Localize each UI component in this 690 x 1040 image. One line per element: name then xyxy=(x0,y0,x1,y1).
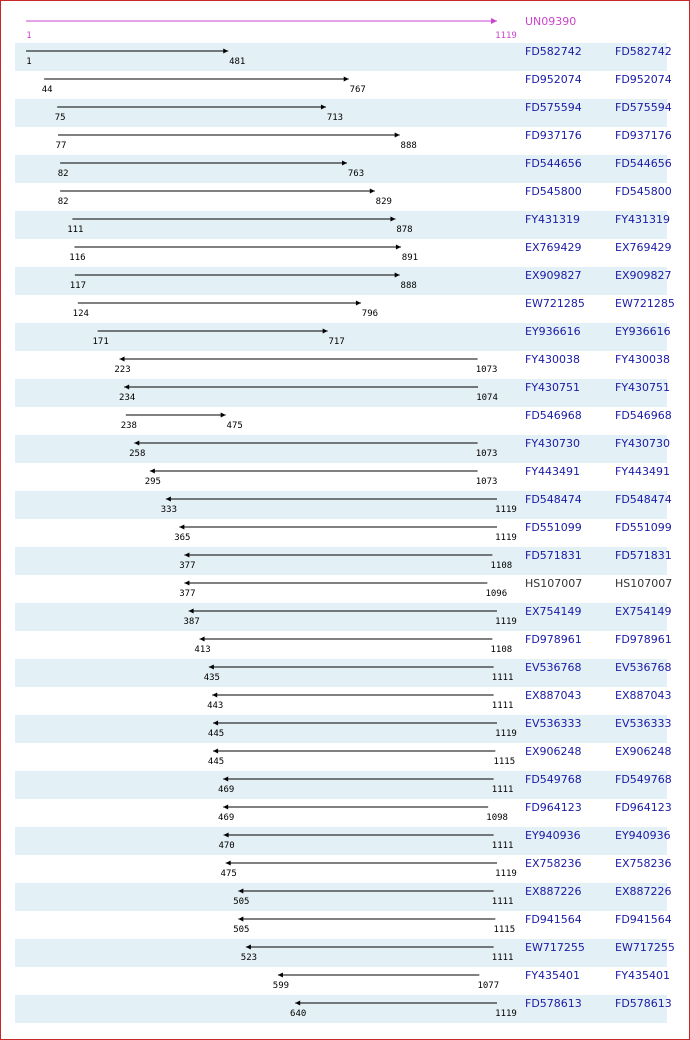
alignment-accession-link[interactable]: FD582742 xyxy=(525,45,582,58)
alignment-track xyxy=(15,911,515,939)
alignment-accession-link-secondary[interactable]: FD549768 xyxy=(615,773,672,786)
alignment-accession-link-secondary[interactable]: FD952074 xyxy=(615,73,672,86)
alignment-start-label: 377 xyxy=(179,561,196,571)
alignment-row xyxy=(15,911,672,939)
alignment-accession-link-secondary[interactable]: EX754149 xyxy=(615,605,672,618)
alignment-accession-link-secondary[interactable]: FD941564 xyxy=(615,913,672,926)
alignment-accession-link-secondary[interactable]: EX887043 xyxy=(615,689,672,702)
alignment-track xyxy=(15,631,515,659)
alignment-row xyxy=(15,127,672,155)
arrowhead-left-icon xyxy=(120,357,125,362)
alignment-track xyxy=(15,827,515,855)
alignment-row xyxy=(15,603,672,631)
alignment-start-label: 1 xyxy=(26,57,32,67)
arrowhead-right-icon xyxy=(356,301,361,306)
alignment-row xyxy=(15,827,671,855)
alignment-start-label: 505 xyxy=(233,925,250,935)
alignment-track xyxy=(15,519,515,547)
alignment-row xyxy=(15,547,672,575)
alignment-accession-link-secondary[interactable]: FD578613 xyxy=(615,997,672,1010)
alignment-accession-link-secondary[interactable]: EV536333 xyxy=(615,717,672,730)
alignment-accession-link-secondary[interactable]: EW721285 xyxy=(615,297,675,310)
alignment-accession-link[interactable]: FD941564 xyxy=(525,913,582,926)
alignment-accession-link[interactable]: FD937176 xyxy=(525,129,582,142)
alignment-end-label: 717 xyxy=(328,337,345,347)
alignment-accession-link[interactable]: FD551099 xyxy=(525,521,582,534)
alignment-start-label: 469 xyxy=(218,785,235,795)
alignment-row xyxy=(15,379,671,407)
alignment-end-label: 1073 xyxy=(475,477,498,487)
alignment-start-label: 234 xyxy=(119,393,136,403)
alignment-end-label: 796 xyxy=(361,309,379,319)
alignment-start-label: 77 xyxy=(55,141,67,151)
alignment-row xyxy=(15,771,672,799)
alignment-track xyxy=(15,463,515,491)
alignment-row xyxy=(15,295,675,323)
alignment-start-label: 117 xyxy=(69,281,86,291)
alignment-end-label: 1111 xyxy=(491,673,514,683)
alignment-accession-link[interactable]: FD548474 xyxy=(525,493,582,506)
alignment-row xyxy=(15,715,672,743)
alignment-accession-link[interactable]: EV536768 xyxy=(525,661,582,674)
alignment-track xyxy=(15,547,515,575)
alignment-start-label: 258 xyxy=(129,449,146,459)
alignment-end-label: 888 xyxy=(400,281,417,291)
alignment-start-label: 377 xyxy=(179,589,196,599)
alignment-end-label: 763 xyxy=(347,169,365,179)
alignment-accession-link-secondary[interactable]: EY940936 xyxy=(615,829,671,842)
alignment-start-label: 116 xyxy=(69,253,86,263)
alignment-row xyxy=(15,155,672,183)
alignment-end-label: 1073 xyxy=(475,365,498,375)
alignment-end-label: 1098 xyxy=(486,813,508,823)
alignment-accession-link[interactable]: FY430730 xyxy=(525,437,581,450)
alignment-accession-link-secondary[interactable]: FD545800 xyxy=(615,185,672,198)
alignment-start-label: 124 xyxy=(72,309,89,319)
alignment-accession-link[interactable]: FD546968 xyxy=(525,409,582,422)
alignment-end-label: 829 xyxy=(375,197,392,207)
alignment-end-label: 1119 xyxy=(495,505,517,515)
alignment-start-label: 445 xyxy=(207,729,225,739)
alignment-start-label: 82 xyxy=(57,197,69,207)
alignment-track xyxy=(15,967,515,995)
alignment-accession-link[interactable]: FY430038 xyxy=(525,353,581,366)
alignment-track xyxy=(15,491,515,519)
arrowhead-right-icon xyxy=(321,105,326,110)
alignment-end-label: 1096 xyxy=(485,589,508,599)
alignment-track xyxy=(15,939,515,967)
alignment-start-label: 599 xyxy=(272,981,290,991)
arrowhead-right-icon xyxy=(342,161,347,166)
alignment-start-label: 435 xyxy=(203,673,220,683)
arrowhead-left-icon xyxy=(212,693,217,698)
alignment-accession-link-secondary[interactable]: FD582742 xyxy=(615,45,672,58)
alignment-track xyxy=(15,687,515,715)
alignment-accession-link-secondary[interactable]: FD551099 xyxy=(615,521,672,534)
alignment-end-label: 1077 xyxy=(477,981,500,991)
alignment-row xyxy=(15,407,672,435)
alignment-accession-link[interactable]: EX758236 xyxy=(525,857,582,870)
alignment-accession-link[interactable]: EY936616 xyxy=(525,325,581,338)
alignment-row xyxy=(15,323,671,351)
arrowhead-left-icon xyxy=(166,497,171,502)
alignment-accession-link-secondary[interactable]: FD571831 xyxy=(615,549,672,562)
alignment-row xyxy=(15,267,672,295)
alignment-accession-link[interactable]: EV536333 xyxy=(525,717,582,730)
alignment-track xyxy=(15,743,515,771)
alignment-end-label: 713 xyxy=(326,113,344,123)
arrowhead-left-icon xyxy=(238,917,243,922)
alignment-track xyxy=(15,883,515,911)
alignment-row xyxy=(15,799,672,827)
alignment-accession-link[interactable]: FD575594 xyxy=(525,101,582,114)
alignment-accession-link-secondary[interactable]: FY430038 xyxy=(615,353,671,366)
alignment-start-label: 523 xyxy=(240,953,258,963)
arrowhead-left-icon xyxy=(246,945,251,950)
alignment-start-label: 75 xyxy=(54,113,66,123)
alignment-row xyxy=(15,211,671,239)
arrowhead-right-icon xyxy=(396,245,401,250)
alignment-accession-link-secondary[interactable]: FD548474 xyxy=(615,493,672,506)
alignment-track xyxy=(15,715,515,743)
arrowhead-left-icon xyxy=(238,889,243,894)
alignment-accession-link: HS107007 xyxy=(525,577,583,590)
alignment-row xyxy=(15,491,672,519)
alignment-end-label: 1119 xyxy=(495,617,517,627)
arrowhead-right-icon xyxy=(223,49,228,54)
arrowhead-left-icon xyxy=(224,833,229,838)
arrowhead-right-icon xyxy=(344,77,349,82)
alignment-accession-link-secondary: HS107007 xyxy=(615,577,673,590)
alignment-accession-link[interactable]: EX769429 xyxy=(525,241,582,254)
alignment-accession-link-secondary[interactable]: EX887226 xyxy=(615,885,672,898)
alignment-track xyxy=(15,659,515,687)
alignment-row xyxy=(15,631,672,659)
alignment-accession-link-secondary[interactable]: FD575594 xyxy=(615,101,672,114)
alignment-start-label: 469 xyxy=(218,813,235,823)
alignment-accession-link[interactable]: FD964123 xyxy=(525,801,582,814)
reference-track xyxy=(15,7,515,41)
alignment-accession-link[interactable]: EX887226 xyxy=(525,885,582,898)
alignment-track xyxy=(15,799,515,827)
alignment-track xyxy=(15,71,515,99)
alignment-track xyxy=(15,295,515,323)
alignment-accession-link[interactable]: EW721285 xyxy=(525,297,585,310)
alignment-end-label: 1119 xyxy=(495,729,517,739)
arrowhead-right-icon xyxy=(390,217,395,222)
arrowhead-left-icon xyxy=(184,553,189,558)
alignment-track xyxy=(15,43,515,71)
alignment-end-label: 481 xyxy=(229,57,246,67)
alignment-track xyxy=(15,379,515,407)
alignment-accession-link-secondary[interactable]: FY430751 xyxy=(615,381,671,394)
alignment-track xyxy=(15,995,515,1023)
alignment-row xyxy=(15,855,672,883)
alignment-end-label: 1074 xyxy=(476,393,498,403)
arrowhead-left-icon xyxy=(213,749,218,754)
alignment-row xyxy=(15,435,671,463)
alignment-track xyxy=(15,155,515,183)
arrowhead-left-icon xyxy=(223,805,228,810)
arrowhead-left-icon xyxy=(226,861,231,866)
alignment-accession-link[interactable]: EY940936 xyxy=(525,829,581,842)
alignment-start-label: 505 xyxy=(233,897,250,907)
alignment-start-label: 82 xyxy=(57,169,69,179)
alignment-accession-link[interactable]: EX909827 xyxy=(525,269,582,282)
alignment-row xyxy=(15,939,675,967)
alignment-start-label: 333 xyxy=(160,505,177,515)
alignment-accession-link-secondary[interactable]: FY430730 xyxy=(615,437,671,450)
alignment-end-label: 1115 xyxy=(493,925,516,935)
arrowhead-left-icon xyxy=(223,777,228,782)
alignment-accession-link-secondary[interactable]: EX906248 xyxy=(615,745,672,758)
alignment-end-label: 1111 xyxy=(491,841,514,851)
alignment-accession-link[interactable]: EX906248 xyxy=(525,745,582,758)
alignment-start-label: 445 xyxy=(207,757,225,767)
alignment-accession-link[interactable]: FY435401 xyxy=(525,969,581,982)
alignment-end-label: 1119 xyxy=(495,533,517,543)
alignment-accession-link-secondary[interactable]: EW717255 xyxy=(615,941,675,954)
alignment-accession-link[interactable]: FD544656 xyxy=(525,157,582,170)
alignment-accession-link-secondary[interactable]: EV536768 xyxy=(615,661,672,674)
alignment-start-label: 475 xyxy=(220,869,237,879)
reference-accession-link[interactable]: UN09390 xyxy=(525,15,577,28)
alignment-accession-link-secondary[interactable]: EX769429 xyxy=(615,241,672,254)
alignment-accession-link[interactable]: FD545800 xyxy=(525,185,582,198)
alignment-accession-link-secondary[interactable]: EX909827 xyxy=(615,269,672,282)
reference-start-label: 1 xyxy=(26,31,32,41)
alignment-end-label: 1119 xyxy=(495,869,517,879)
alignment-accession-link-secondary[interactable]: FD544656 xyxy=(615,157,672,170)
alignment-accession-link-secondary[interactable]: FY435401 xyxy=(615,969,671,982)
alignment-track xyxy=(15,239,515,267)
alignment-row xyxy=(15,351,671,379)
alignment-accession-link[interactable]: FD571831 xyxy=(525,549,582,562)
alignment-end-label: 888 xyxy=(400,141,417,151)
alignment-row xyxy=(15,995,672,1023)
alignment-track xyxy=(15,99,515,127)
alignment-start-label: 223 xyxy=(114,365,131,375)
alignment-start-label: 387 xyxy=(183,617,200,627)
alignment-start-label: 365 xyxy=(174,533,191,543)
alignment-end-label: 1111 xyxy=(491,701,514,711)
alignment-track xyxy=(15,407,515,435)
alignment-end-label: 475 xyxy=(226,421,243,431)
alignment-start-label: 413 xyxy=(194,645,211,655)
alignment-track xyxy=(15,855,515,883)
arrowhead-left-icon xyxy=(124,385,129,390)
alignment-row xyxy=(15,967,671,995)
alignment-accession-link-secondary[interactable]: EY936616 xyxy=(615,325,671,338)
alignment-track xyxy=(15,211,515,239)
arrowhead-left-icon xyxy=(184,581,189,586)
arrowhead-left-icon xyxy=(150,469,155,474)
alignment-row xyxy=(15,183,672,211)
arrowhead-left-icon xyxy=(209,665,214,670)
alignment-track xyxy=(15,575,515,603)
alignment-row xyxy=(15,463,671,491)
alignment-accession-link[interactable]: EX887043 xyxy=(525,689,582,702)
alignment-end-label: 878 xyxy=(396,225,413,235)
reference-arrowhead xyxy=(491,18,497,24)
alignment-track xyxy=(15,435,515,463)
alignment-track xyxy=(15,351,515,379)
alignment-start-label: 443 xyxy=(207,701,224,711)
alignment-row xyxy=(15,883,672,911)
alignment-accession-link[interactable]: FD578613 xyxy=(525,997,582,1010)
alignment-end-label: 1111 xyxy=(491,897,514,907)
alignment-start-label: 111 xyxy=(67,225,84,235)
arrowhead-left-icon xyxy=(134,441,139,446)
arrowhead-right-icon xyxy=(370,189,375,194)
alignment-end-label: 1111 xyxy=(491,785,514,795)
alignment-row xyxy=(15,99,672,127)
alignment-accession-link[interactable]: FD952074 xyxy=(525,73,582,86)
arrowhead-left-icon xyxy=(179,525,184,530)
alignment-row xyxy=(15,519,672,547)
alignment-accession-link[interactable]: EX754149 xyxy=(525,605,582,618)
alignment-accession-link-secondary[interactable]: FD978961 xyxy=(615,633,672,646)
arrowhead-left-icon xyxy=(278,973,283,978)
alignment-accession-link-secondary[interactable]: FD964123 xyxy=(615,801,672,814)
alignment-row xyxy=(15,743,672,771)
arrowhead-left-icon xyxy=(213,721,218,726)
alignment-accession-link[interactable]: EW717255 xyxy=(525,941,585,954)
alignment-accession-link[interactable]: FY443491 xyxy=(525,465,581,478)
alignment-row xyxy=(15,43,672,71)
arrowhead-left-icon xyxy=(189,609,194,614)
alignment-start-label: 295 xyxy=(144,477,161,487)
alignment-end-label: 767 xyxy=(349,85,366,95)
arrowhead-right-icon xyxy=(395,133,400,138)
arrowhead-left-icon xyxy=(295,1001,300,1006)
alignment-accession-link-secondary[interactable]: FY431319 xyxy=(615,213,671,226)
alignment-accession-link-secondary[interactable]: FD546968 xyxy=(615,409,672,422)
alignment-start-label: 171 xyxy=(92,337,109,347)
alignment-end-label: 1119 xyxy=(495,1009,517,1019)
alignment-track xyxy=(15,323,515,351)
arrowhead-right-icon xyxy=(395,273,400,278)
alignment-accession-link[interactable]: FD549768 xyxy=(525,773,582,786)
arrowhead-left-icon xyxy=(200,637,205,642)
alignment-accession-link[interactable]: FY431319 xyxy=(525,213,581,226)
alignment-row xyxy=(15,687,672,715)
alignment-end-label: 1115 xyxy=(493,757,516,767)
alignment-row xyxy=(15,71,672,99)
alignment-track xyxy=(15,603,515,631)
alignment-row xyxy=(15,575,673,603)
reference-row xyxy=(15,7,667,41)
alignment-accession-link[interactable]: FD978961 xyxy=(525,633,582,646)
alignment-accession-link[interactable]: FY430751 xyxy=(525,381,581,394)
arrowhead-right-icon xyxy=(323,329,328,334)
alignment-track xyxy=(15,771,515,799)
alignment-track xyxy=(15,127,515,155)
alignment-end-label: 1111 xyxy=(491,953,514,963)
alignment-start-label: 470 xyxy=(218,841,235,851)
alignment-track xyxy=(15,267,515,295)
alignment-accession-link-secondary[interactable]: EX758236 xyxy=(615,857,672,870)
alignment-end-label: 891 xyxy=(401,253,419,263)
alignment-start-label: 238 xyxy=(120,421,137,431)
alignment-accession-link-secondary[interactable]: FY443491 xyxy=(615,465,671,478)
alignment-row xyxy=(15,239,672,267)
arrowhead-right-icon xyxy=(221,413,226,418)
alignment-start-label: 640 xyxy=(290,1009,307,1019)
alignment-accession-link-secondary[interactable]: FD937176 xyxy=(615,129,672,142)
reference-end-label: 1119 xyxy=(495,31,517,41)
alignment-end-label: 1108 xyxy=(490,561,513,571)
alignment-end-label: 1073 xyxy=(475,449,498,459)
alignment-start-label: 44 xyxy=(41,85,53,95)
alignment-track xyxy=(15,183,515,211)
alignment-end-label: 1108 xyxy=(490,645,513,655)
alignment-row xyxy=(15,659,672,687)
